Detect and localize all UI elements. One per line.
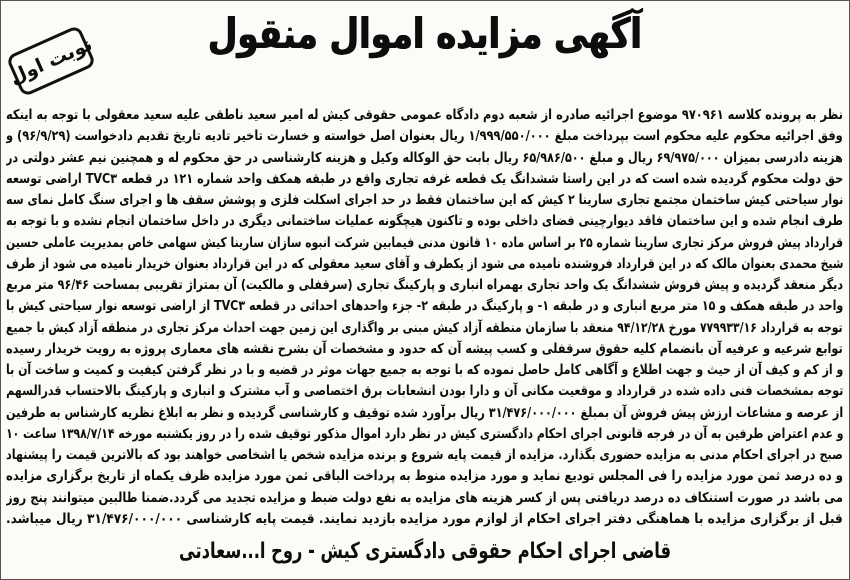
body-line-text: و از کم و کیف آن از حیث و جهت اطلاع و آگاهی کامل حاصل نموده که با توجه به جمیع جهات موثر در قضیه و با در نظر گرفتن کیفیت و کمیت و ساخت آن با	[6, 362, 843, 378]
body-line	[6, 443, 843, 464]
body-line	[6, 486, 843, 507]
notice-title: آگهی مزایده اموال منقول	[207, 9, 642, 58]
body-line	[6, 167, 843, 188]
body-line	[6, 358, 843, 379]
body-line-last	[6, 507, 843, 528]
body-line	[6, 464, 843, 485]
body-line-text: از عرصه و مشاعات ارزش پیش فروش آن بمبلغ ۳۱/۴۷۶/۰۰۰/۰۰۰ ریال برآورد شده توقیف و کارشناسی گردیده و نظر به ابلاغ نظریه کارشناس به طرفین	[6, 404, 843, 421]
body-line-text: واحد در طبقه همکف و ۱۵ متر مربع انباری و در طبقه ۱- و پارکینگ در طبقه ۲- جزء واحدهای احداثی در قطعه TVC۳ از اراضی توسعه نوار سیاحتی کیش با	[6, 298, 843, 315]
body-line	[6, 273, 843, 294]
body-line-text: توابع شرعیه و عرفیه آن بانضمام کلیه حقوق سرقفلی و کسب پیشه آن که حدود و مشخصات آن بشرح نقشه های معماری پروژه به رویت خریدار رسیده	[6, 340, 843, 357]
body-line	[6, 422, 843, 443]
notice-body	[6, 103, 843, 528]
body-line	[6, 146, 843, 167]
body-line	[6, 379, 843, 400]
judge-signature-line: قاضی اجرای احکام حقوقی دادگستری کیش - روح ا...سعادتی	[178, 539, 672, 564]
body-line	[6, 124, 843, 145]
body-line	[6, 401, 843, 422]
body-line-text: دیگر منعقد گردیده و پیش فروش ششدانگ یک واحد تجاری بهمراه انباری و پارکینگ تجاری (سرقفلی و مالکیت) آن بمتراژ تقریبی بمساحت ۹۶/۴۶ متر مربع	[6, 277, 843, 293]
title-area	[1, 3, 849, 65]
body-line	[6, 103, 843, 124]
body-line-text: می باشد در صورت استنکاف ده درصد دریافتی پس از کسر هزینه های مزایده به نفع دولت ضبط و مزایده تجدید می گردد.ضمنا طالبین میتوانند پنج روز	[6, 489, 843, 506]
body-line-text: طرف انجام شده و این ساختمان فاقد دیوارچینی فضای داخلی بوده و تاکنون هیچگونه عملیات ساختمانی دیگری در داخل ساختمان انجام نشده و با توجه به	[6, 213, 843, 230]
body-line-text: وفق اجرائیه محکوم علیه محکوم است بپرداخت مبلغ ۱/۹۹۹/۵۵۰/۰۰۰ ریال بعنوان اصل خواسته و خسارت تاخیر تادیه تاریخ تقدیم دادخواست (۹۶/۹/۲۹) و	[6, 128, 843, 145]
body-line-text: قبل از برگزاری مزایده با هماهنگی دفتر اجرای احکام از لوازم مورد مزایده بازدید نمایند. قیمت پایه کارشناسی ۳۱/۴۷۶/۰۰۰/۰۰۰ ریال میباشد.	[6, 510, 843, 527]
body-line	[6, 252, 843, 273]
signature-area	[1, 533, 849, 571]
body-line	[6, 337, 843, 358]
body-line-text: هزینه دادرسی بمیزان ۶۹/۹۷۵/۰۰۰ ریال و مبلغ ۶۵/۹۸۶/۵۰۰ ریال بابت حق الوکاله وکیل و هزینه کارشناسی در حق محکوم له و همچنین نیم عشر دولتی در	[6, 149, 843, 166]
body-line	[6, 294, 843, 315]
body-line-text: حق دولت محکوم گردیده شده است که در این راستا ششدانگ یک قطعه غرفه تجاری واقع در طبقه همکف واحد شماره ۱۲۱ در قطعه TVC۳ اراضی توسعه	[6, 170, 843, 187]
body-line	[6, 316, 843, 337]
body-line-text: نظر به پرونده کلاسه ۹۷۰۹۶۱ موضوع اجرائیه صادره از شعبه دوم دادگاه عمومی حقوقی کیش له امیر سعید ناطقی علیه سعید معقولی با توجه به اینکه	[6, 107, 843, 123]
body-line	[6, 231, 843, 252]
body-line-text: نوار سیاحتی کیش ساختمان مجتمع تجاری سارینا ۲ کیش که این ساختمان فقط در حد اجرای اسکلت فلزی و پوشش سقف ها و اجرای سنگ کامل نمای سه	[6, 192, 843, 208]
body-line-text: توجه بمشخصات فنی داده شده در قرارداد و موقعیت مکانی آن و دارا بودن انشعابات برق اختصاصی و آب مشترک و انباری و پارکینگ بالاحتساب قدرالسهم	[6, 383, 843, 400]
body-line	[6, 209, 843, 230]
body-line	[6, 188, 843, 209]
body-line-text: صبح در اجرای احکام مدنی به مزایده حضوری بگذارد. مزایده از قیمت پایه شروع و برنده مزایده شخص یا اشخاصی خواهند بود که بالاترین قیمت را پیشنهاد	[6, 447, 843, 463]
body-line-text: توجه به قرارداد ۷۷۹۹۳۳/۱۶ مورخ ۹۴/۱۲/۲۸ منعقد با سازمان منطقه آزاد کیش مبنی بر واگذاری این زمین جهت احداث مرکز تجاری در منطقه آزاد کیش با جمیع	[6, 319, 843, 336]
body-line-text: قرارداد پیش فروش مرکز تجاری سارینا شماره ۲۵ بر اساس ماده ۱۰ قانون مدنی فیمابین شرکت انبوه سازان سارینا کیش سهامی خاص بمدیریت عاملی حسین	[6, 234, 843, 251]
body-line-text: شیخ محمدی بعنوان مالک که در این قرارداد فروشنده نامیده می شود از یکطرف و آقای سعید معقولی که در این قرارداد بعنوان خریدار نامیده می شود از طرف	[6, 255, 843, 272]
body-line-text: و عدم اعتراض طرفین به آن در فرجه قانونی اجرای احکام دادگستری کیش در نظر دارد اموال مذکور توقیف شده را در روز یکشنبه مورخه ۱۳۹۸/۷/۱۴ ساعت ۱۰	[6, 425, 843, 442]
round-stamp-label: نوبت اول	[6, 33, 96, 89]
body-line-text: و ده درصد ثمن مورد مزایده را فی المجلس تودیع نماید و مورد مزایده منوط به پرداخت الباقی ثمن مورد مزایده ظرف یکماه از تاریخ برگزاری مزایده	[6, 468, 843, 485]
